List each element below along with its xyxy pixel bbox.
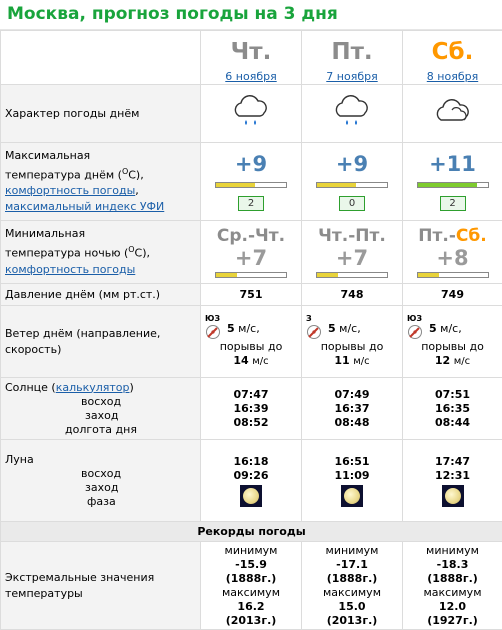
uvi-badge: 2 xyxy=(238,196,264,211)
day-column-header xyxy=(302,31,403,85)
tmin-cell xyxy=(201,221,302,284)
gust-unit: м/с xyxy=(252,356,268,367)
tmin-label-unit: C), xyxy=(135,247,150,260)
gust-label: порывы до xyxy=(201,340,301,354)
day-name: Чт. xyxy=(201,39,301,65)
sunrise-value: 07:47 xyxy=(201,388,301,402)
sun-cell xyxy=(403,378,502,440)
wind-direction-icon xyxy=(306,324,322,340)
gust xyxy=(201,354,301,369)
rec-max: 12.0 xyxy=(403,600,502,614)
comfort-bar-fill xyxy=(216,273,237,277)
wind-speed-unit: м/с, xyxy=(238,322,260,335)
tmin-label-line1: Минимальная xyxy=(5,227,85,240)
tmax-label: Максимальная температура днём ($^O$C), комфортность погоды, максимальный индекс УФИ xyxy=(1,143,201,221)
wind-header xyxy=(302,314,402,340)
daylength-label: долгота дня xyxy=(65,423,137,436)
comfort-bar xyxy=(417,182,489,188)
daylength-value: 08:52 xyxy=(201,416,301,430)
night-name-part: Пт.- xyxy=(418,226,456,246)
moon-cell xyxy=(403,440,502,522)
wind-speed-value: 5 xyxy=(328,322,336,335)
daylength-value: 08:48 xyxy=(302,416,402,430)
sun-cell xyxy=(302,378,403,440)
tmin-row xyxy=(1,221,502,284)
tmin-value: +7 xyxy=(302,246,402,270)
records-cell xyxy=(403,542,502,630)
rec-max-label: максимум xyxy=(302,586,402,600)
gust-label: порывы до xyxy=(302,340,402,354)
daylength-value: 08:44 xyxy=(403,416,502,430)
weather-row xyxy=(1,85,502,143)
weather-cell xyxy=(201,85,302,143)
day-date-link[interactable]: 6 ноября xyxy=(225,70,276,83)
days-header-row xyxy=(1,31,502,85)
rec-min-label: минимум xyxy=(302,544,402,558)
moonset-value: 12:31 xyxy=(403,469,502,483)
moon-phase-icon xyxy=(240,485,262,507)
tmin-cell xyxy=(403,221,502,284)
pressure-row xyxy=(1,284,502,306)
rec-max-label: максимум xyxy=(403,586,502,600)
night-name-part: Пт. xyxy=(355,226,386,246)
rec-max: 16.2 xyxy=(201,600,301,614)
rec-min-label: минимум xyxy=(201,544,301,558)
records-cell xyxy=(201,542,302,630)
rec-max: 15.0 xyxy=(302,600,402,614)
rec-min-year: (1888г.) xyxy=(302,572,402,586)
night-name-part: Ср.- xyxy=(217,226,255,246)
cloud-rain-icon xyxy=(230,115,272,134)
tmax-value: +9 xyxy=(302,152,402,176)
tmax-value: +9 xyxy=(201,152,301,176)
moonset-value: 09:26 xyxy=(201,469,301,483)
comfort-bar xyxy=(316,272,388,278)
night-name xyxy=(201,226,301,246)
wind-cell xyxy=(201,306,302,378)
rec-min: -15.9 xyxy=(201,558,301,572)
tmax-row xyxy=(1,143,502,221)
wind-direction-icon xyxy=(205,324,221,340)
tmax-label-line2: температура днём ( xyxy=(5,168,122,181)
wind-speed-value: 5 xyxy=(227,322,235,335)
pressure-value: 751 xyxy=(201,284,302,306)
comfort-link-night[interactable]: комфортность погоды xyxy=(5,263,135,276)
moonrise-value: 16:51 xyxy=(302,455,402,469)
moonrise-label: восход xyxy=(81,467,121,480)
sunset-label: заход xyxy=(81,409,118,422)
sunset-value: 16:37 xyxy=(302,402,402,416)
wind-direction: З xyxy=(306,314,312,323)
night-name xyxy=(403,226,502,246)
night-name-part: Чт.- xyxy=(318,226,355,246)
sun-title: Солнце ( xyxy=(5,381,56,394)
moon-cell xyxy=(201,440,302,522)
wind-speed-unit: м/с, xyxy=(339,322,361,335)
comfort-bar-fill xyxy=(418,183,478,187)
tmin-cell xyxy=(302,221,403,284)
comfort-bar xyxy=(316,182,388,188)
moon-phase-icon xyxy=(442,485,464,507)
day-date-link[interactable]: 8 ноября xyxy=(427,70,478,83)
wind-header xyxy=(201,314,301,340)
comfort-bar-fill xyxy=(418,273,439,277)
moonset-value: 11:09 xyxy=(302,469,402,483)
comfort-bar xyxy=(215,182,287,188)
wind-speed xyxy=(429,322,462,335)
wind-speed-value: 5 xyxy=(429,322,437,335)
calculator-link[interactable]: калькулятор xyxy=(56,381,130,394)
sun-label xyxy=(1,378,201,440)
rec-max-year: (1927г.) xyxy=(403,614,502,628)
night-name-part: Сб. xyxy=(456,226,487,246)
rec-min: -17.1 xyxy=(302,558,402,572)
wind-direction: ЮЗ xyxy=(407,314,422,323)
gust-value: 12 xyxy=(435,354,450,367)
weather-cell xyxy=(403,85,502,143)
sun-cell xyxy=(201,378,302,440)
tmax-label-unit: C), xyxy=(128,168,143,181)
rec-min: -18.3 xyxy=(403,558,502,572)
wind-speed xyxy=(227,322,260,335)
moon-phase-icon xyxy=(341,485,363,507)
extremes-label: Экстремальные значения температуры xyxy=(1,542,201,630)
wind-label: Ветер днём (направление, скорость) xyxy=(1,306,201,378)
gust-unit: м/с xyxy=(353,356,369,367)
tmax-label-line1: Максимальная xyxy=(5,149,90,162)
cloud-rain-icon xyxy=(331,115,373,134)
comfort-link[interactable]: комфортность погоды xyxy=(5,184,135,197)
rec-max-year: (2013г.) xyxy=(201,614,301,628)
rec-min-label: минимум xyxy=(403,544,502,558)
pressure-label: Давление днём (мм рт.ст.) xyxy=(1,284,201,306)
uvi-badge: 0 xyxy=(339,196,365,211)
day-date-link[interactable]: 7 ноября xyxy=(326,70,377,83)
sunrise-value: 07:51 xyxy=(403,388,502,402)
rec-max-year: (2013г.) xyxy=(302,614,402,628)
moon-cell xyxy=(302,440,403,522)
weather-cell xyxy=(302,85,403,143)
sunset-value: 16:35 xyxy=(403,402,502,416)
sunset-value: 16:39 xyxy=(201,402,301,416)
wind-speed-unit: м/с, xyxy=(440,322,462,335)
tmin-label xyxy=(1,221,201,284)
records-header-row xyxy=(1,522,502,542)
uvi-link[interactable]: максимальный индекс УФИ xyxy=(5,200,164,213)
moon-row xyxy=(1,440,502,522)
wind-cell xyxy=(302,306,403,378)
forecast-table xyxy=(0,30,502,630)
moonrise-value: 16:18 xyxy=(201,455,301,469)
moon-label xyxy=(1,440,201,522)
tmax-cell xyxy=(201,143,302,221)
comfort-bar-fill xyxy=(317,183,356,187)
rec-min-year: (1888г.) xyxy=(403,572,502,586)
degree-sign: O xyxy=(122,167,128,176)
moon-title: Луна xyxy=(5,453,34,466)
comfort-bar xyxy=(215,272,287,278)
moonset-label: заход xyxy=(81,481,118,494)
wind-row xyxy=(1,306,502,378)
moonrise-value: 17:47 xyxy=(403,455,502,469)
gust-value: 11 xyxy=(334,354,349,367)
cloud-icon xyxy=(432,115,474,134)
comfort-bar-fill xyxy=(317,273,338,277)
tmin-value: +7 xyxy=(201,246,301,270)
gust-value: 14 xyxy=(233,354,248,367)
gust-label: порывы до xyxy=(403,340,502,354)
gust xyxy=(403,354,502,369)
gust-unit: м/с xyxy=(454,356,470,367)
day-name: Пт. xyxy=(302,39,402,65)
sunrise-value: 07:49 xyxy=(302,388,402,402)
day-name: Сб. xyxy=(403,39,502,65)
records-cell xyxy=(302,542,403,630)
tmin-value: +8 xyxy=(403,246,502,270)
uvi-badge: 2 xyxy=(440,196,466,211)
pressure-value: 749 xyxy=(403,284,502,306)
tmax-cell xyxy=(302,143,403,221)
tmax-cell xyxy=(403,143,502,221)
tmin-label-line2: температура ночью ( xyxy=(5,247,128,260)
day-column-header xyxy=(403,31,502,85)
weather-label: Характер погоды днём xyxy=(1,85,201,143)
night-name-part: Чт. xyxy=(255,226,285,246)
rec-max-label: максимум xyxy=(201,586,301,600)
phase-label: фаза xyxy=(81,495,116,508)
wind-header xyxy=(403,314,502,340)
wind-cell xyxy=(403,306,502,378)
degree-sign: O xyxy=(128,245,134,254)
tmax-value: +11 xyxy=(403,152,502,176)
gust xyxy=(302,354,402,369)
comfort-bar-fill xyxy=(216,183,255,187)
wind-direction-icon xyxy=(407,324,423,340)
sun-row xyxy=(1,378,502,440)
sunrise-label: восход xyxy=(81,395,121,408)
wind-direction: ЮЗ xyxy=(205,314,220,323)
night-name xyxy=(302,226,402,246)
records-row xyxy=(1,542,502,630)
sun-title-close: ) xyxy=(130,381,134,394)
comfort-bar xyxy=(417,272,489,278)
pressure-value: 748 xyxy=(302,284,403,306)
day-column-header xyxy=(201,31,302,85)
rec-min-year: (1888г.) xyxy=(201,572,301,586)
wind-speed xyxy=(328,322,361,335)
records-header: Рекорды погоды xyxy=(1,522,502,542)
page-title: Москва, прогноз погоды на 3 дня xyxy=(0,0,502,30)
corner-cell xyxy=(1,31,201,85)
